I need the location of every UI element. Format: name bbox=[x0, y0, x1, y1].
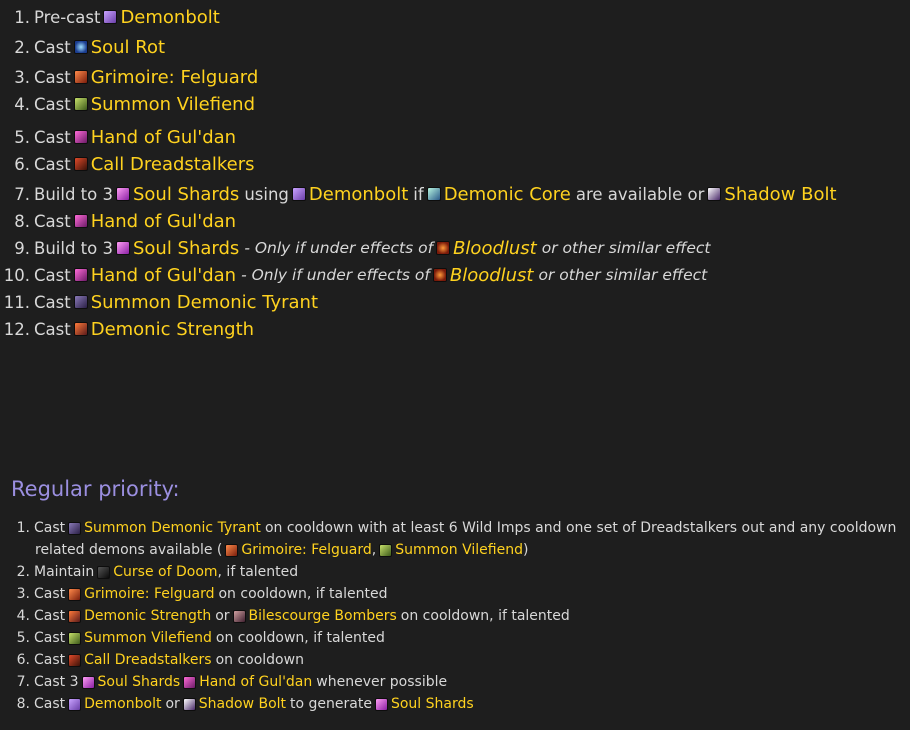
item-text: Cast bbox=[34, 211, 71, 231]
item-number: 3. bbox=[16, 586, 30, 602]
item-text: or bbox=[165, 696, 180, 712]
item-number: 4. bbox=[14, 94, 30, 114]
item-text: Cast bbox=[34, 319, 71, 339]
list-item bbox=[0, 183, 837, 205]
item-number: 4. bbox=[16, 608, 30, 624]
call-dreadstalkers-icon bbox=[74, 157, 88, 171]
spell-link-hand-of-guldan[interactable]: Hand of Gul'dan bbox=[90, 126, 237, 148]
list-item bbox=[0, 291, 318, 313]
soul-shards-icon bbox=[375, 698, 388, 711]
spell-link-bilescourge-bombers[interactable]: Bilescourge Bombers bbox=[248, 608, 397, 624]
item-number: 5. bbox=[16, 630, 30, 646]
list-item bbox=[0, 93, 255, 115]
spell-link-grimoire-felguard[interactable]: Grimoire: Felguard bbox=[84, 586, 215, 602]
spell-link-bloodlust[interactable]: Bloodlust bbox=[449, 264, 534, 286]
list-item bbox=[0, 126, 236, 148]
item-text: Cast bbox=[34, 292, 71, 312]
spell-link-demonbolt[interactable]: Demonbolt bbox=[84, 696, 162, 712]
hand-of-guldan-icon bbox=[183, 676, 196, 689]
item-text: related demons available ( bbox=[35, 542, 223, 558]
item-text: Cast bbox=[34, 265, 71, 285]
spell-link-summon-vilefiend[interactable]: Summon Vilefiend bbox=[84, 630, 212, 646]
item-number: 1. bbox=[16, 520, 30, 536]
item-text: on cooldown, if talented bbox=[400, 608, 570, 624]
spell-link-summon-demonic-tyrant[interactable]: Summon Demonic Tyrant bbox=[84, 520, 261, 536]
item-text: Build to 3 bbox=[34, 184, 113, 204]
spell-link-demonic-strength[interactable]: Demonic Strength bbox=[90, 318, 255, 340]
grimoire-felguard-icon bbox=[74, 70, 88, 84]
item-number: 9. bbox=[14, 238, 30, 258]
item-number: 10. bbox=[3, 265, 30, 285]
spell-link-demonic-strength[interactable]: Demonic Strength bbox=[84, 608, 212, 624]
item-text: Cast bbox=[34, 520, 66, 536]
item-text: Cast bbox=[34, 696, 66, 712]
spell-link-shadow-bolt[interactable]: Shadow Bolt bbox=[198, 696, 287, 712]
spell-link-call-dreadstalkers[interactable]: Call Dreadstalkers bbox=[90, 153, 255, 175]
spell-link-soul-shards[interactable]: Soul Shards bbox=[390, 696, 474, 712]
item-text: Cast bbox=[34, 94, 71, 114]
soul-shards-icon bbox=[116, 187, 130, 201]
item-text: on cooldown with at least 6 Wild Imps and one set of Dreadstalkers out and any cooldown bbox=[264, 520, 897, 536]
list-item bbox=[0, 210, 236, 232]
item-number: 2. bbox=[16, 564, 30, 580]
item-number: 6. bbox=[16, 652, 30, 668]
spell-link-summon-vilefiend[interactable]: Summon Vilefiend bbox=[395, 542, 523, 558]
spell-link-hand-of-guldan[interactable]: Hand of Gul'dan bbox=[90, 210, 237, 232]
item-text: or bbox=[215, 608, 230, 624]
item-text: , if talented bbox=[217, 564, 299, 580]
bloodlust-icon bbox=[433, 268, 447, 282]
curse-of-doom-icon bbox=[97, 566, 110, 579]
list-item bbox=[0, 237, 711, 259]
spell-link-soul-rot[interactable]: Soul Rot bbox=[90, 36, 166, 58]
item-text: on cooldown bbox=[215, 652, 304, 668]
item-text: Cast bbox=[34, 652, 66, 668]
item-text: on cooldown, if talented bbox=[218, 586, 388, 602]
item-text: Cast 3 bbox=[34, 674, 79, 690]
item-text: ) bbox=[522, 542, 529, 558]
list-item bbox=[0, 518, 896, 538]
call-dreadstalkers-icon bbox=[68, 654, 81, 667]
list-item bbox=[0, 66, 258, 88]
item-number: 1. bbox=[14, 7, 30, 27]
list-item bbox=[0, 36, 165, 58]
demonbolt-icon bbox=[103, 10, 117, 24]
item-text: , bbox=[371, 542, 377, 558]
item-text: Pre-cast bbox=[34, 7, 101, 27]
list-item bbox=[0, 628, 385, 648]
item-text: using bbox=[244, 184, 289, 204]
item-text: Cast bbox=[34, 37, 71, 57]
item-text: Cast bbox=[34, 127, 71, 147]
list-item bbox=[0, 318, 254, 340]
spell-link-call-dreadstalkers[interactable]: Call Dreadstalkers bbox=[84, 652, 212, 668]
item-note: or other similar effect bbox=[538, 266, 708, 284]
item-number: 2. bbox=[14, 37, 30, 57]
spell-link-demonbolt[interactable]: Demonbolt bbox=[308, 183, 409, 205]
summon-demonic-tyrant-icon bbox=[74, 295, 88, 309]
item-text: to generate bbox=[290, 696, 372, 712]
item-number: 12. bbox=[3, 319, 30, 339]
item-number: 8. bbox=[16, 696, 30, 712]
spell-link-soul-shards[interactable]: Soul Shards bbox=[97, 674, 181, 690]
spell-link-soul-shards[interactable]: Soul Shards bbox=[132, 183, 240, 205]
list-item bbox=[0, 264, 707, 286]
item-text: Cast bbox=[34, 630, 66, 646]
item-number: 7. bbox=[14, 184, 30, 204]
list-item bbox=[0, 6, 220, 28]
item-text: Cast bbox=[34, 608, 66, 624]
item-number: 5. bbox=[14, 127, 30, 147]
bilescourge-bombers-icon bbox=[233, 610, 246, 623]
list-item bbox=[0, 153, 255, 175]
spell-link-grimoire-felguard[interactable]: Grimoire: Felguard bbox=[241, 542, 372, 558]
bloodlust-icon bbox=[436, 241, 450, 255]
spell-link-demonbolt[interactable]: Demonbolt bbox=[120, 6, 220, 28]
grimoire-felguard-icon bbox=[68, 588, 81, 601]
hand-of-guldan-icon bbox=[74, 268, 88, 282]
item-text: Cast bbox=[34, 586, 66, 602]
demonbolt-icon bbox=[68, 698, 81, 711]
spell-link-soul-shards[interactable]: Soul Shards bbox=[132, 237, 240, 259]
list-item bbox=[0, 584, 387, 604]
spell-link-summon-vilefiend[interactable]: Summon Vilefiend bbox=[90, 93, 255, 115]
demonic-strength-icon bbox=[74, 322, 88, 336]
section-heading: Regular priority: bbox=[11, 477, 180, 501]
soul-shards-icon bbox=[82, 676, 95, 689]
list-item bbox=[0, 694, 474, 714]
item-number: 3. bbox=[14, 67, 30, 87]
hand-of-guldan-icon bbox=[74, 214, 88, 228]
spell-link-shadow-bolt[interactable]: Shadow Bolt bbox=[724, 183, 837, 205]
item-note: - Only if under effects of bbox=[244, 239, 434, 257]
demonic-strength-icon bbox=[68, 610, 81, 623]
list-item-continuation bbox=[35, 540, 528, 560]
hand-of-guldan-icon bbox=[74, 130, 88, 144]
summon-vilefiend-icon bbox=[68, 632, 81, 645]
item-text: Cast bbox=[34, 154, 71, 174]
spell-link-grimoire-felguard[interactable]: Grimoire: Felguard bbox=[90, 66, 259, 88]
item-text: whenever possible bbox=[316, 674, 448, 690]
shadow-bolt-icon bbox=[707, 187, 721, 201]
item-text: on cooldown, if talented bbox=[215, 630, 385, 646]
demonbolt-icon bbox=[292, 187, 306, 201]
item-text: are available or bbox=[575, 184, 705, 204]
item-text: if bbox=[413, 184, 424, 204]
shadow-bolt-icon bbox=[183, 698, 196, 711]
item-number: 11. bbox=[3, 292, 30, 312]
item-text: Cast bbox=[34, 67, 71, 87]
spell-link-bloodlust[interactable]: Bloodlust bbox=[453, 237, 537, 259]
spell-link-demonic-core[interactable]: Demonic Core bbox=[443, 183, 571, 205]
spell-link-curse-of-doom[interactable]: Curse of Doom bbox=[113, 564, 218, 580]
soul-rot-icon bbox=[74, 40, 88, 54]
item-number: 6. bbox=[14, 154, 30, 174]
summon-vilefiend-icon bbox=[379, 544, 392, 557]
item-number: 7. bbox=[16, 674, 30, 690]
demonic-core-icon bbox=[427, 187, 441, 201]
list-item bbox=[0, 672, 447, 692]
item-number: 8. bbox=[14, 211, 30, 231]
summon-vilefiend-icon bbox=[74, 97, 88, 111]
list-item bbox=[0, 606, 570, 626]
grimoire-felguard-icon bbox=[225, 544, 238, 557]
list-item bbox=[0, 650, 304, 670]
spell-link-hand-of-guldan[interactable]: Hand of Gul'dan bbox=[90, 264, 237, 286]
item-note: - Only if under effects of bbox=[241, 266, 430, 284]
spell-link-hand-of-guldan[interactable]: Hand of Gul'dan bbox=[199, 674, 313, 690]
list-item bbox=[0, 562, 298, 582]
item-note: or other similar effect bbox=[541, 239, 711, 257]
summon-demonic-tyrant-icon bbox=[68, 522, 81, 535]
soul-shards-icon bbox=[116, 241, 130, 255]
item-text: Build to 3 bbox=[34, 238, 113, 258]
item-text: Maintain bbox=[34, 564, 95, 580]
spell-link-summon-demonic-tyrant[interactable]: Summon Demonic Tyrant bbox=[90, 291, 318, 313]
